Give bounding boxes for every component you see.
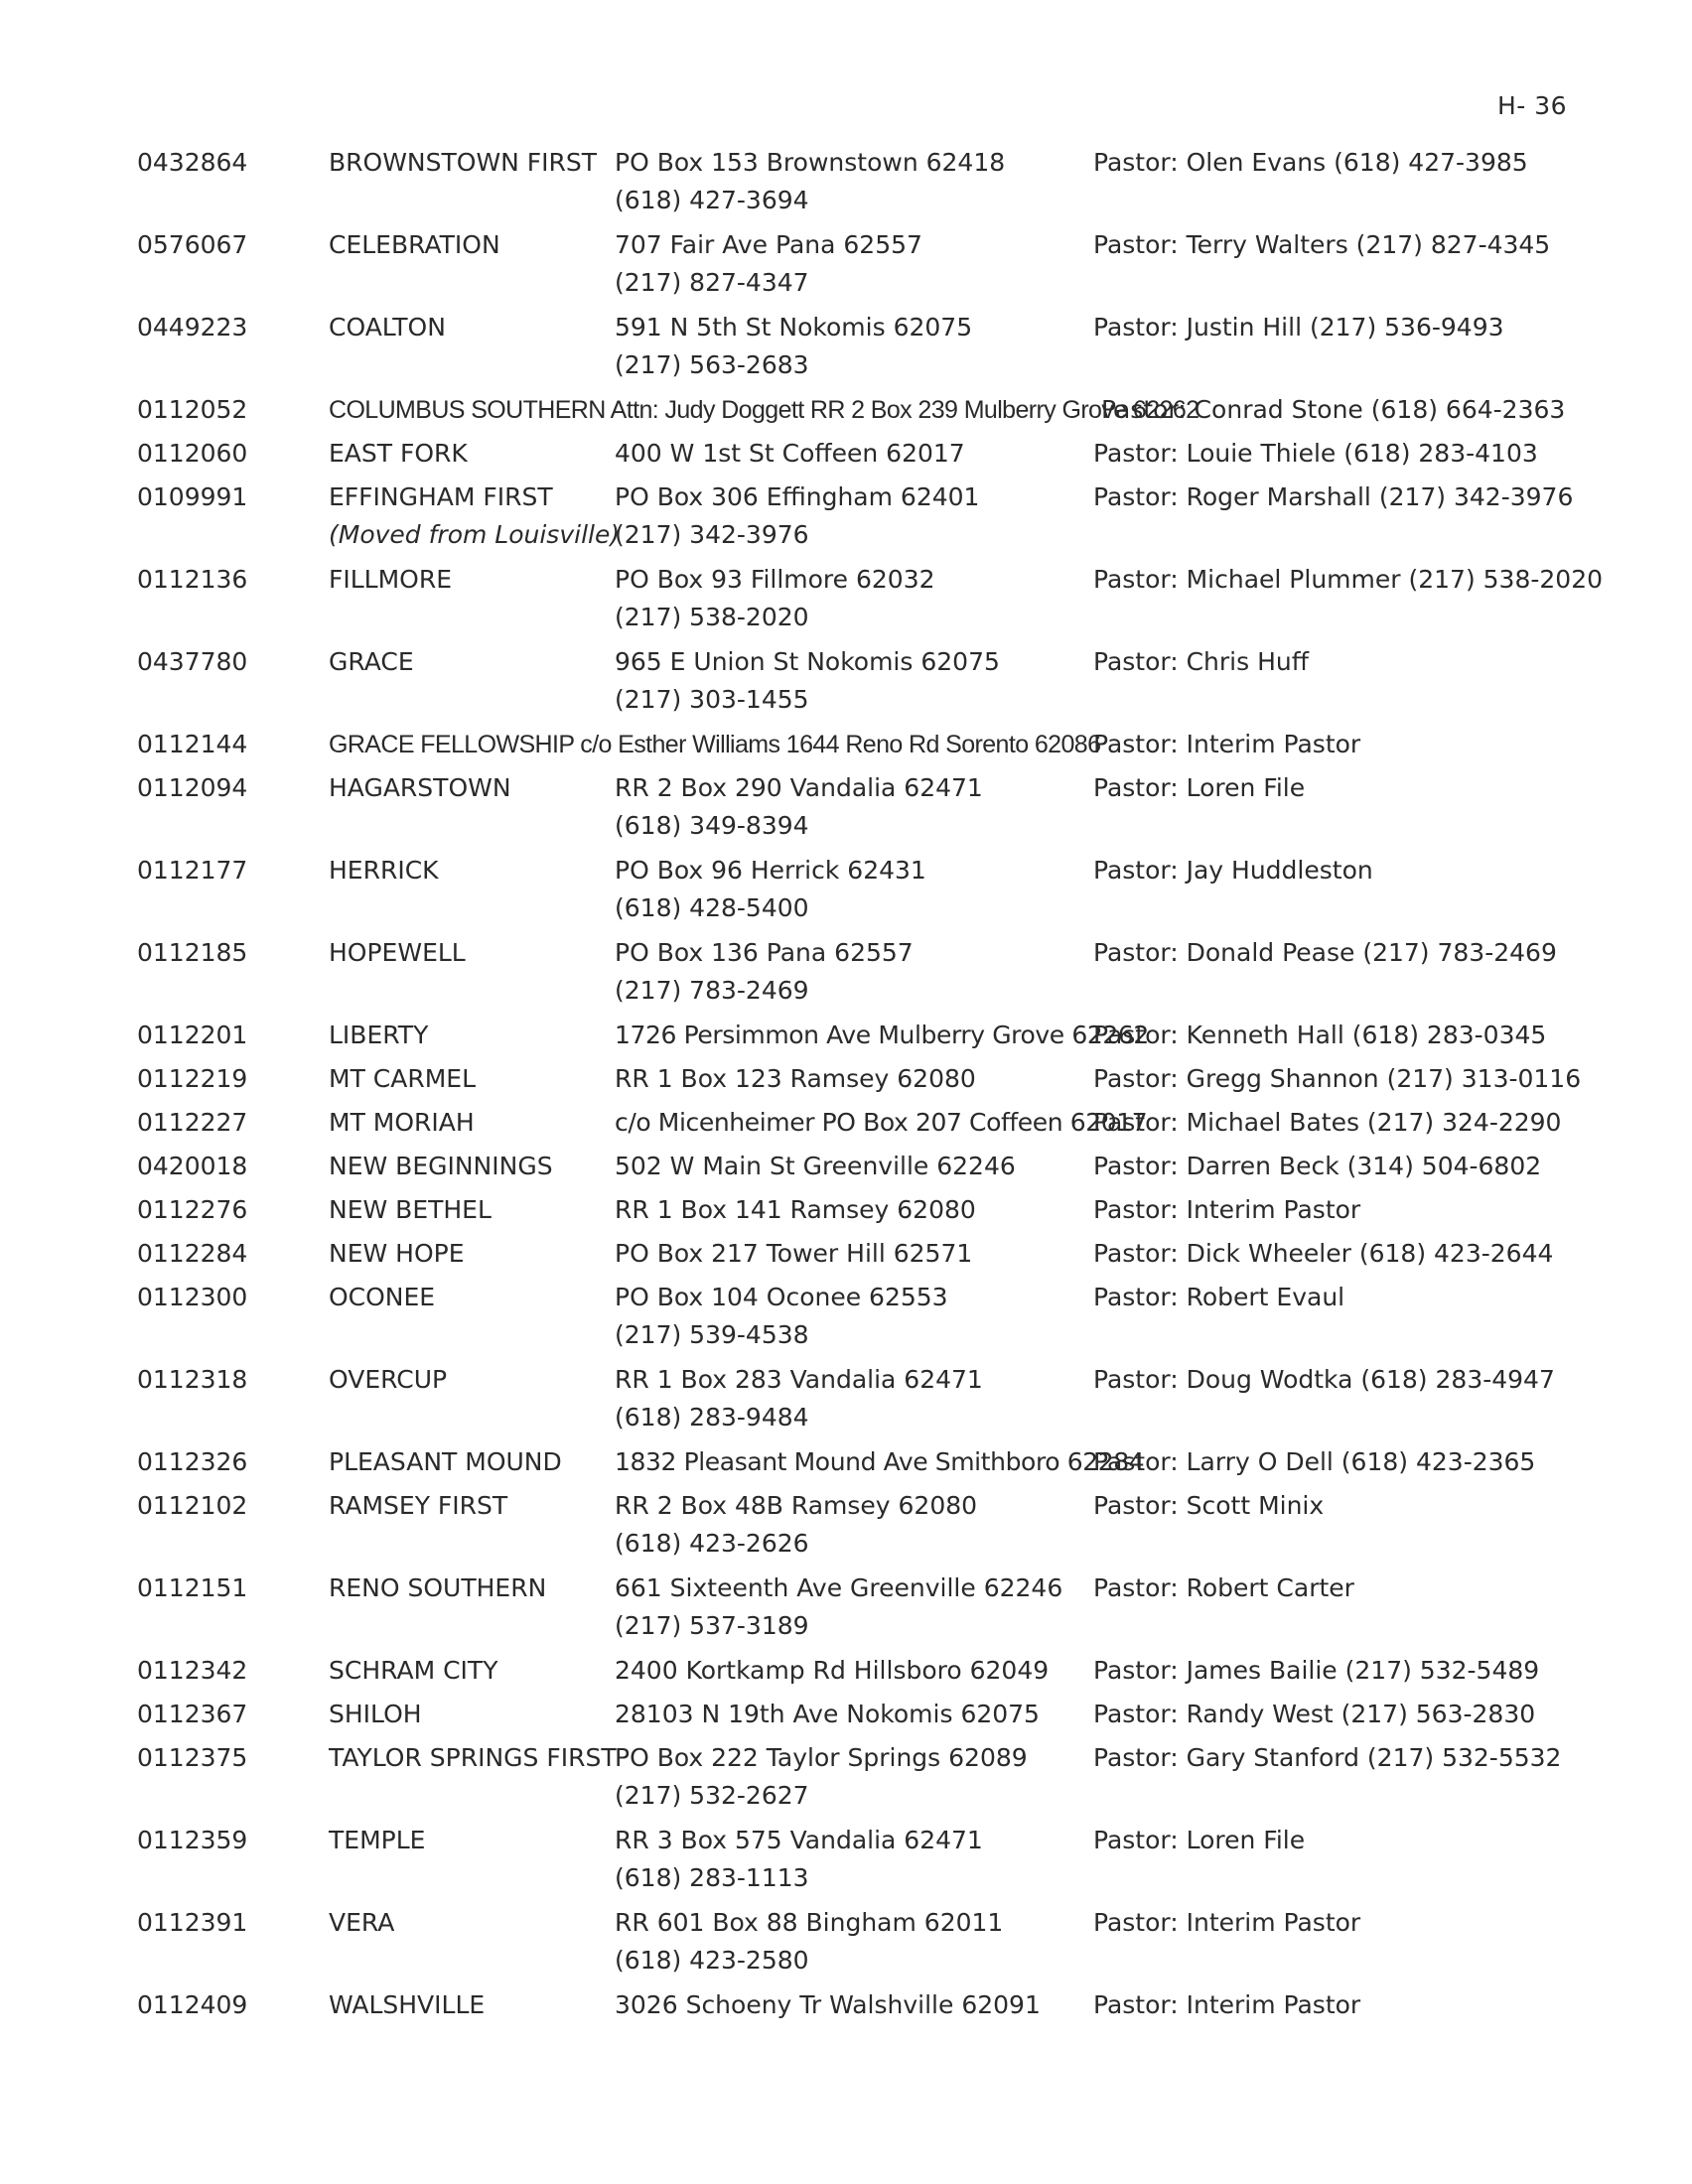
church-name: HAGARSTOWN	[329, 773, 511, 802]
church-number: 0112102	[137, 1491, 248, 1520]
pastor-info: Pastor: Gary Stanford (217) 532-5532	[1093, 1743, 1562, 1772]
church-name: HERRICK	[329, 856, 439, 885]
church-phone: (217) 827-4347	[615, 268, 809, 297]
church-address-block	[615, 1904, 1003, 1979]
church-phone: (618) 427-3694	[615, 186, 809, 214]
church-address-block	[615, 309, 972, 384]
church-address: PO Box 93 Fillmore 62032	[615, 565, 935, 594]
church-name: SHILOH	[329, 1700, 422, 1728]
church-name: FILLMORE	[329, 565, 453, 594]
pastor-info: Pastor: Donald Pease (217) 783-2469	[1093, 938, 1557, 967]
church-address-block	[615, 561, 935, 636]
church-name: OCONEE	[329, 1283, 436, 1311]
church-number: 0449223	[137, 313, 248, 341]
church-name: OVERCUP	[329, 1365, 448, 1394]
church-name-block	[329, 478, 620, 554]
church-address-block	[615, 1739, 1028, 1815]
church-phone: (618) 283-9484	[615, 1403, 809, 1432]
church-address: 707 Fair Ave Pana 62557	[615, 230, 922, 259]
church-number: 0112409	[137, 1990, 248, 2019]
church-number: 0112060	[137, 439, 248, 468]
church-address: RR 2 Box 48B Ramsey 62080	[615, 1491, 978, 1520]
church-phone: (217) 539-4538	[615, 1320, 809, 1349]
church-address: 3026 Schoeny Tr Walshville 62091	[615, 1990, 1041, 2019]
church-number: 0112219	[137, 1064, 248, 1093]
church-name: PLEASANT MOUND	[329, 1447, 562, 1476]
church-address: 1832 Pleasant Mound Ave Smithboro 62284	[615, 1447, 1145, 1476]
church-address-block	[615, 1487, 977, 1563]
church-address-block	[615, 643, 1000, 719]
pastor-info: Pastor: Gregg Shannon (217) 313-0116	[1093, 1064, 1582, 1093]
church-name: MT CARMEL	[329, 1064, 477, 1093]
church-name: RAMSEY FIRST	[329, 1491, 508, 1520]
church-address-block	[615, 934, 914, 1010]
church-address: RR 2 Box 290 Vandalia 62471	[615, 773, 983, 802]
church-address-block	[615, 1570, 1062, 1645]
church-name: COALTON	[329, 313, 446, 341]
church-address: PO Box 217 Tower Hill 62571	[615, 1239, 973, 1268]
church-address: RR 3 Box 575 Vandalia 62471	[615, 1826, 983, 1854]
church-number: 0420018	[137, 1152, 248, 1180]
pastor-info: Pastor: James Bailie (217) 532-5489	[1093, 1656, 1540, 1685]
church-phone: (217) 342-3976	[615, 520, 809, 549]
church-phone: (618) 349-8394	[615, 811, 809, 840]
pastor-info: Pastor: Darren Beck (314) 504-6802	[1093, 1152, 1542, 1180]
church-address: 1726 Persimmon Ave Mulberry Grove 62262	[615, 1021, 1149, 1049]
church-phone: (618) 423-2626	[615, 1529, 809, 1558]
church-number: 0109991	[137, 482, 248, 511]
pastor-info: Pastor: Justin Hill (217) 536-9493	[1093, 313, 1504, 341]
pastor-info: Pastor: Robert Evaul	[1093, 1283, 1345, 1311]
church-address: 661 Sixteenth Ave Greenville 62246	[615, 1573, 1063, 1602]
church-phone: (618) 423-2580	[615, 1946, 809, 1975]
church-address: RR 1 Box 123 Ramsey 62080	[615, 1064, 976, 1093]
pastor-info: Pastor: Jay Huddleston	[1093, 856, 1373, 885]
pastor-info: Pastor: Kenneth Hall (618) 283-0345	[1093, 1021, 1547, 1049]
church-name: LIBERTY	[329, 1021, 429, 1049]
church-address: PO Box 104 Oconee 62553	[615, 1283, 948, 1311]
church-address: PO Box 96 Herrick 62431	[615, 856, 926, 885]
pastor-info: Pastor: Larry O Dell (618) 423-2365	[1093, 1447, 1536, 1476]
church-number: 0112136	[137, 565, 248, 594]
church-name: WALSHVILLE	[329, 1990, 486, 2019]
church-address-block	[615, 852, 926, 927]
church-name: NEW HOPE	[329, 1239, 465, 1268]
pastor-info: Pastor: Olen Evans (618) 427-3985	[1093, 148, 1528, 177]
church-name: TAYLOR SPRINGS FIRST	[329, 1743, 617, 1772]
church-address: 2400 Kortkamp Rd Hillsboro 62049	[615, 1656, 1050, 1685]
church-number: 0437780	[137, 647, 248, 676]
church-number: 0112391	[137, 1908, 248, 1937]
church-address: PO Box 306 Effingham 62401	[615, 482, 980, 511]
church-number: 0112284	[137, 1239, 248, 1268]
pastor-info: Pastor: Doug Wodtka (618) 283-4947	[1093, 1365, 1555, 1394]
church-number: 0112359	[137, 1826, 248, 1854]
church-address-block	[615, 226, 922, 302]
church-name: GRACE	[329, 647, 414, 676]
church-phone: (217) 532-2627	[615, 1781, 809, 1810]
pastor-info: Pastor: Interim Pastor	[1093, 730, 1361, 758]
church-number: 0112144	[137, 730, 248, 758]
church-address: RR 601 Box 88 Bingham 62011	[615, 1908, 1004, 1937]
church-address-block	[615, 478, 979, 554]
church-name: SCHRAM CITY	[329, 1656, 498, 1685]
church-address: 400 W 1st St Coffeen 62017	[615, 439, 965, 468]
pastor-info: Pastor: Interim Pastor	[1093, 1908, 1361, 1937]
church-number: 0112367	[137, 1700, 248, 1728]
church-phone: (618) 428-5400	[615, 893, 809, 922]
church-address: RR 1 Box 283 Vandalia 62471	[615, 1365, 983, 1394]
church-name-and-address: COLUMBUS SOUTHERN Attn: Judy Doggett RR 2 Box 239 Mulberry Grove 62262	[329, 396, 1199, 424]
church-name: RENO SOUTHERN	[329, 1573, 547, 1602]
pastor-info: Pastor: Conrad Stone (618) 664-2363	[1101, 395, 1566, 424]
pastor-info: Pastor: Robert Carter	[1093, 1573, 1354, 1602]
pastor-info: Pastor: Randy West (217) 563-2830	[1093, 1700, 1536, 1728]
church-number: 0112201	[137, 1021, 248, 1049]
church-number: 0112227	[137, 1108, 248, 1137]
church-phone: (217) 537-3189	[615, 1611, 809, 1640]
church-address: c/o Micenheimer PO Box 207 Coffeen 62017	[615, 1108, 1148, 1137]
church-name: BROWNSTOWN FIRST	[329, 148, 598, 177]
church-number: 0112300	[137, 1283, 248, 1311]
pastor-info: Pastor: Roger Marshall (217) 342-3976	[1093, 482, 1574, 511]
church-number: 0112326	[137, 1447, 248, 1476]
church-name: EAST FORK	[329, 439, 468, 468]
church-number: 0432864	[137, 148, 248, 177]
church-number: 0576067	[137, 230, 248, 259]
church-address-block	[615, 769, 983, 845]
church-note: (Moved from Louisville)	[329, 520, 621, 549]
church-name: NEW BEGINNINGS	[329, 1152, 553, 1180]
church-name: HOPEWELL	[329, 938, 466, 967]
pastor-info: Pastor: Michael Plummer (217) 538-2020	[1093, 565, 1604, 594]
church-number: 0112185	[137, 938, 248, 967]
pastor-info: Pastor: Terry Walters (217) 827-4345	[1093, 230, 1551, 259]
church-number: 0112151	[137, 1573, 248, 1602]
church-number: 0112094	[137, 773, 248, 802]
church-name: VERA	[329, 1908, 395, 1937]
church-address-block	[615, 1279, 948, 1354]
church-name: CELEBRATION	[329, 230, 500, 259]
church-address: RR 1 Box 141 Ramsey 62080	[615, 1195, 976, 1224]
church-address: PO Box 136 Pana 62557	[615, 938, 914, 967]
pastor-info: Pastor: Interim Pastor	[1093, 1990, 1361, 2019]
church-name: TEMPLE	[329, 1826, 426, 1854]
church-address: 965 E Union St Nokomis 62075	[615, 647, 1000, 676]
church-phone: (618) 283-1113	[615, 1863, 809, 1892]
pastor-info: Pastor: Loren File	[1093, 773, 1306, 802]
pastor-info: Pastor: Loren File	[1093, 1826, 1306, 1854]
pastor-info: Pastor: Chris Huff	[1093, 647, 1309, 676]
church-address-block	[615, 144, 1005, 219]
church-address: 502 W Main St Greenville 62246	[615, 1152, 1016, 1180]
church-address: 28103 N 19th Ave Nokomis 62075	[615, 1700, 1040, 1728]
church-number: 0112375	[137, 1743, 248, 1772]
church-number: 0112342	[137, 1656, 248, 1685]
church-number: 0112052	[137, 395, 248, 424]
church-address: 591 N 5th St Nokomis 62075	[615, 313, 973, 341]
pastor-info: Pastor: Interim Pastor	[1093, 1195, 1361, 1224]
pastor-info: Pastor: Louie Thiele (618) 283-4103	[1093, 439, 1538, 468]
church-phone: (217) 563-2683	[615, 350, 809, 379]
page-number: H- 36	[1497, 91, 1568, 120]
pastor-info: Pastor: Scott Minix	[1093, 1491, 1325, 1520]
church-address: PO Box 153 Brownstown 62418	[615, 148, 1006, 177]
church-address-block	[615, 1822, 983, 1897]
church-number: 0112318	[137, 1365, 248, 1394]
church-phone: (217) 303-1455	[615, 685, 809, 714]
church-name: MT MORIAH	[329, 1108, 475, 1137]
church-phone: (217) 783-2469	[615, 976, 809, 1005]
church-phone: (217) 538-2020	[615, 603, 809, 631]
church-name: EFFINGHAM FIRST	[329, 482, 553, 511]
church-name: NEW BETHEL	[329, 1195, 492, 1224]
pastor-info: Pastor: Dick Wheeler (618) 423-2644	[1093, 1239, 1554, 1268]
church-address-block	[615, 1361, 983, 1436]
pastor-info: Pastor: Michael Bates (217) 324-2290	[1093, 1108, 1562, 1137]
church-number: 0112177	[137, 856, 248, 885]
church-address: PO Box 222 Taylor Springs 62089	[615, 1743, 1028, 1772]
church-number: 0112276	[137, 1195, 248, 1224]
church-name-and-address: GRACE FELLOWSHIP c/o Esther Williams 1644 Reno Rd Sorento 62086	[329, 731, 1101, 758]
